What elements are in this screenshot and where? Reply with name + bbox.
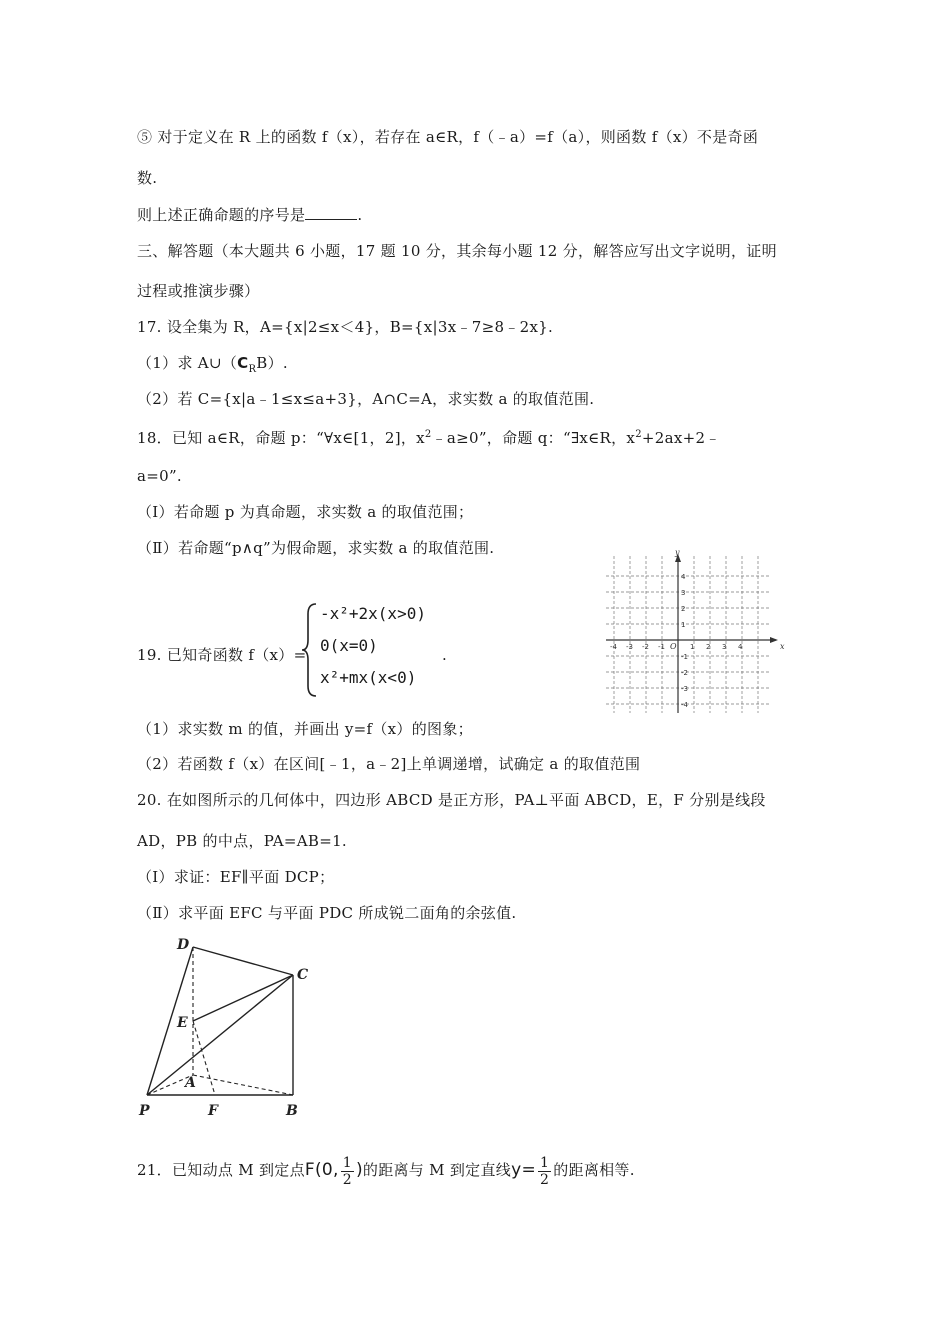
piecewise-case-1: -x²+2x(x>0): [320, 604, 426, 623]
frac-1-num: 1: [342, 1154, 352, 1171]
y-tick-label: -4: [681, 701, 688, 709]
x-tick-label: -2: [642, 643, 649, 651]
q20-part2: （Ⅱ）求平面 EFC 与平面 PDC 所成锐二面角的余弦值.: [137, 904, 517, 922]
answer-prompt-line: [137, 205, 362, 225]
section3-heading-cont: 过程或推演步骤）: [137, 282, 260, 300]
point-label-b: B: [286, 1103, 298, 1119]
frac-1-den: 2: [342, 1171, 352, 1188]
q19-stem: 19. 已知奇函数 f（x）=: [137, 646, 307, 664]
q18-sup1: 2: [424, 429, 432, 440]
x-tick-label: 2: [706, 643, 711, 651]
answer-blank: [305, 205, 357, 220]
grid-lines: [606, 556, 770, 713]
x-axis-label: x: [780, 642, 785, 651]
section3-heading: 三、解答题（本大题共 6 小题，17 题 10 分，其余每小题 12 分，解答应写出文字说明，证明: [137, 242, 777, 260]
q18-stem-c: +2ax+2﹣: [641, 429, 721, 447]
frac-2-den: 2: [540, 1171, 550, 1188]
y-tick-label: -3: [681, 685, 688, 693]
q21-point-f: F(0,: [304, 1160, 339, 1180]
x-tick-label: -3: [626, 643, 633, 651]
q20-part1: （Ⅰ）求证：EF∥平面 DCP；: [137, 868, 335, 886]
geometry-figure: [135, 935, 325, 1125]
q18-stem-cont: a=0”.: [137, 467, 182, 485]
coordinate-grid: [598, 548, 788, 718]
x-tick-label: -1: [658, 643, 665, 651]
q21-line-y: y=: [511, 1160, 536, 1180]
complement-symbol: C: [237, 354, 249, 372]
q19-end: .: [442, 646, 448, 664]
q20-stem: 20. 在如图所示的几何体中，四边形 ABCD 是正方形，PA⊥平面 ABCD，E，F 分别是线段: [137, 791, 766, 809]
x-tick-label: 1: [690, 643, 695, 651]
piecewise-function: [300, 600, 450, 700]
complement-sub: R: [248, 364, 257, 375]
y-axis-label: y: [675, 548, 680, 557]
q21-post: 的距离相等.: [553, 1161, 635, 1179]
item5-line2: 数.: [137, 169, 158, 187]
q21-pre: 21．已知动点 M 到定点: [137, 1161, 305, 1179]
origin-label: O: [670, 642, 677, 651]
q21-stem: [137, 1148, 635, 1192]
q17-part1-post: B）.: [256, 354, 288, 372]
q18-stem: [137, 425, 721, 448]
y-tick-label: -2: [681, 669, 688, 677]
q18-stem-b: ﹣a≥0”，命题 q：“∃x∈R，x: [431, 429, 636, 447]
q18-sup2: 2: [635, 429, 642, 440]
piecewise-case-2: 0(x=0): [320, 636, 378, 655]
point-label-a: A: [185, 1075, 196, 1091]
y-tick-label: -1: [681, 653, 688, 661]
x-axis-arrow: [770, 637, 778, 643]
x-tick-label: -4: [610, 643, 617, 651]
point-label-p: P: [139, 1103, 150, 1119]
q18-stem-a: 18．已知 a∈R，命题 p：“∀x∈[1，2]，x: [137, 429, 425, 447]
q17-part2: （2）若 C={x|a﹣1≤x≤a+3}，A∩C=A，求实数 a 的取值范围.: [137, 390, 595, 408]
q18-part2: （Ⅱ）若命题“p∧q”为假命题，求实数 a 的取值范围.: [137, 539, 495, 557]
y-tick-label: 3: [681, 589, 686, 597]
q19-part1: （1）求实数 m 的值，并画出 y=f（x）的图象；: [137, 720, 473, 738]
piecewise-case-3: x²+mx(x<0): [320, 668, 417, 687]
q21-frac-1: [341, 1155, 354, 1188]
point-label-e: E: [177, 1015, 188, 1031]
y-tick-label: 4: [681, 573, 686, 581]
answer-end: .: [357, 206, 363, 224]
y-tick-label: 1: [681, 621, 686, 629]
x-tick-label: 3: [722, 643, 727, 651]
left-brace: [300, 602, 320, 698]
q21-mid: 的距离与 M 到定直线: [362, 1161, 512, 1179]
q17-stem: 17. 设全集为 R，A={x|2≤x＜4}，B={x|3x﹣7≥8﹣2x}.: [137, 318, 554, 336]
q21-point-f-close: ): [355, 1160, 363, 1180]
q17-part1-pre: （1）求 A∪（: [137, 354, 238, 372]
point-label-c: C: [297, 967, 309, 983]
q17-part1: [137, 353, 288, 380]
item5-line1: ⑤ 对于定义在 R 上的函数 f（x），若存在 a∈R，f（﹣a）=f（a），则函数 f（x）不是奇函: [137, 128, 759, 146]
q21-frac-2: [538, 1155, 551, 1188]
frac-2-num: 1: [540, 1154, 550, 1171]
answer-prompt: 则上述正确命题的序号是: [137, 206, 306, 224]
point-label-f: F: [208, 1103, 218, 1119]
point-label-d: D: [177, 937, 190, 953]
y-tick-label: 2: [681, 605, 686, 613]
x-tick-label: 4: [738, 643, 743, 651]
q19-part2: （2）若函数 f（x）在区间[﹣1，a﹣2]上单调递增，试确定 a 的取值范围: [137, 755, 641, 773]
q18-part1: （Ⅰ）若命题 p 为真命题，求实数 a 的取值范围；: [137, 503, 474, 521]
q20-stem-cont: AD，PB 的中点，PA=AB=1.: [137, 832, 347, 850]
